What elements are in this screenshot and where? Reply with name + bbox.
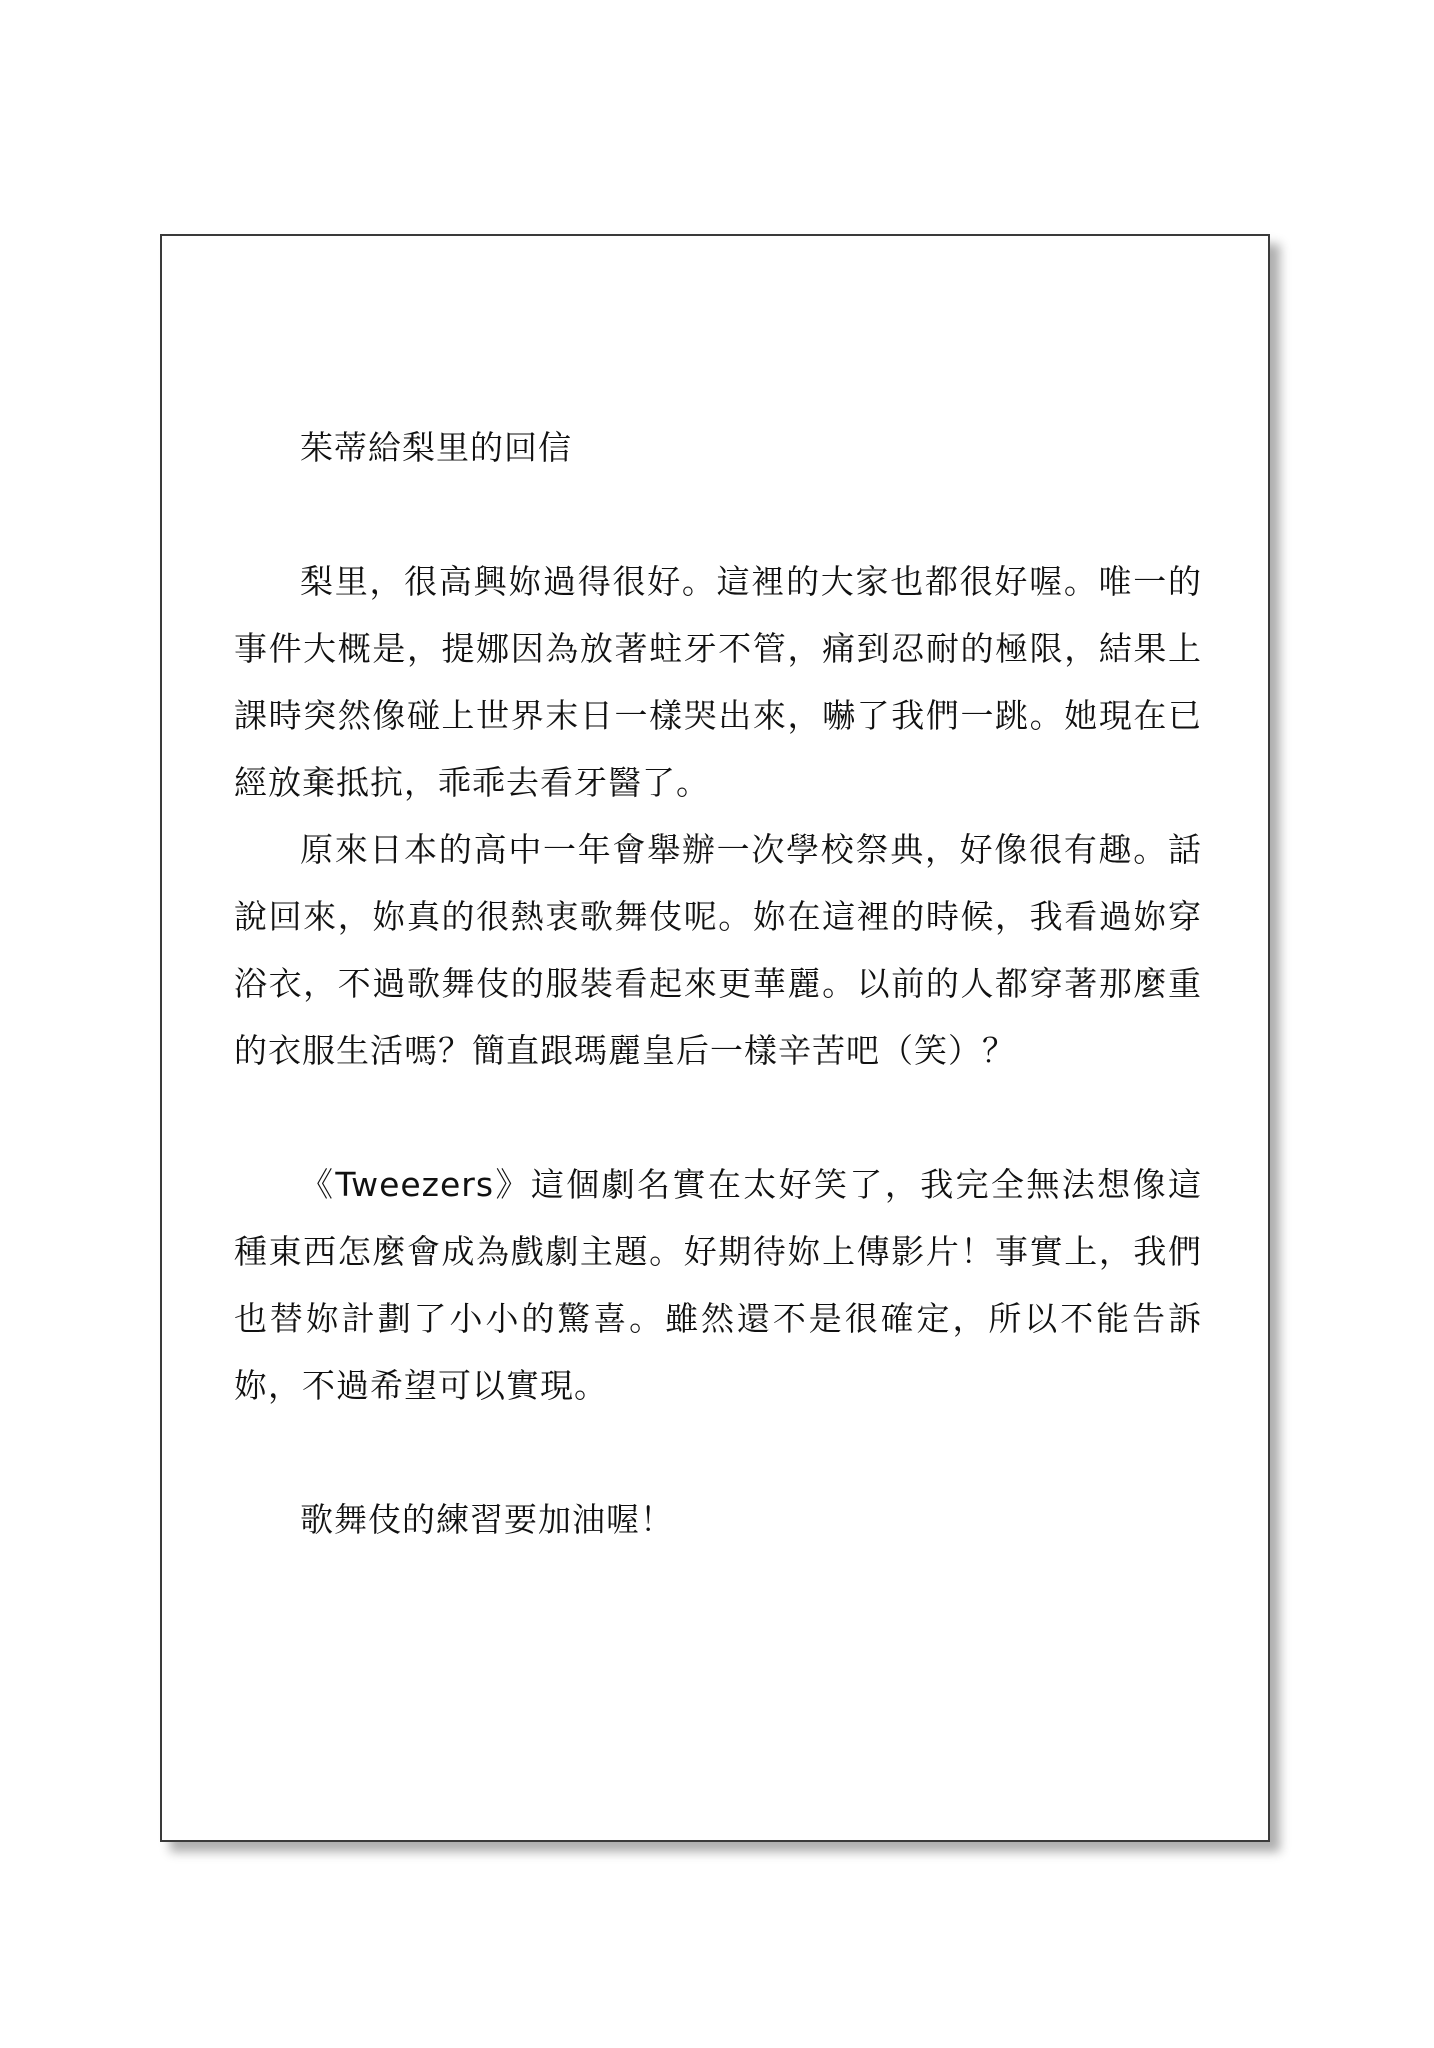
letter-body [234, 414, 1202, 1553]
closing-line: 歌舞伎的練習要加油喔！ [300, 1500, 674, 1539]
letter-title: 茱蒂給梨里的回信 [300, 428, 572, 467]
paragraph-1: 梨里，很高興妳過得很好。這裡的大家也都很好喔。唯一的事件大概是，提娜因為放著蛀牙不管，痛到忍耐的極限，結果上課時突然像碰上世界末日一樣哭出來，嚇了我們一跳。她現在已經放棄抵抗，乖乖去看牙醫了。 [234, 562, 1202, 802]
letter-sheet [160, 234, 1270, 1842]
paragraph-3: 《Tweezers》這個劇名實在太好笑了，我完全無法想像這種東西怎麼會成為戲劇主題。好期待妳上傳影片！事實上，我們也替妳計劃了小小的驚喜。雖然還不是很確定，所以不能告訴妳，不過希望可以實現。 [234, 1165, 1202, 1405]
paragraph-2: 原來日本的高中一年會舉辦一次學校祭典，好像很有趣。話說回來，妳真的很熱衷歌舞伎呢。妳在這裡的時候，我看過妳穿浴衣，不過歌舞伎的服裝看起來更華麗。以前的人都穿著那麼重的衣服生活嗎？簡直跟瑪麗皇后一樣辛苦吧（笑）？ [234, 830, 1202, 1070]
blank-line [234, 1419, 1202, 1486]
blank-line [234, 481, 1202, 548]
blank-line [234, 1084, 1202, 1151]
